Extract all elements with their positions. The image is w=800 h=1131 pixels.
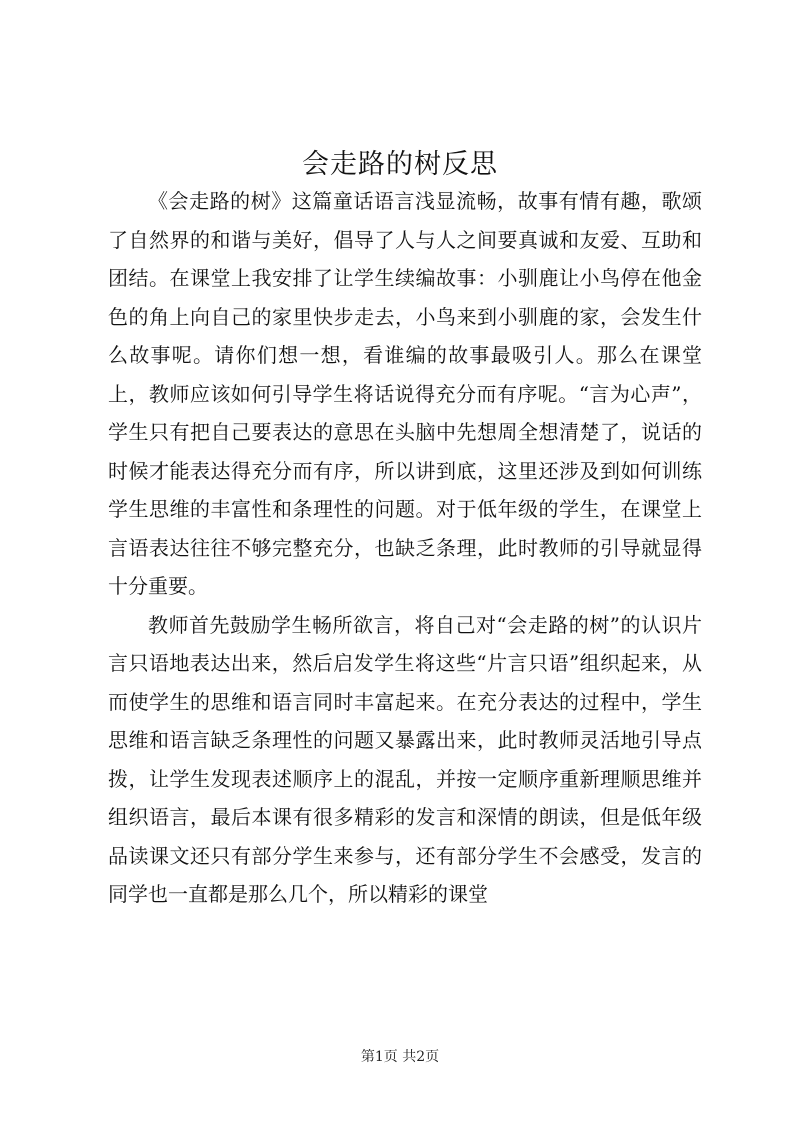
- page-title: 会走路的树反思: [302, 149, 498, 180]
- page-footer: 第1页 共2页: [360, 1049, 440, 1065]
- paragraph: 教师首先鼓励学生畅所欲言，将自己对“会走路的树”的认识片言只语地表达出来，然后启发学生将这些“片言只语”组织起来，从而使学生的思维和语言同时丰富起来。在充分表达的过程中，学生思维和语言缺乏条理性的问题又暴露出来，此时教师灵活地引导点拨，让学生发现表述顺序上的混乱，并按一定顺序重新理顺思维并组织语言，最后本课有很多精彩的发言和深情的朗读，但是低年级品读课文还只有部分学生来参与，还有部分学生不会感受，发言的同学也一直都是那么几个，所以精彩的课堂: [108, 612, 702, 906]
- document-body: [108, 182, 702, 914]
- paragraph: 《会走路的树》这篇童话语言浅显流畅，故事有情有趣，歌颂了自然界的和谐与美好，倡导了人与人之间要真诚和友爱、互助和团结。在课堂上我安排了让学生续编故事：小驯鹿让小鸟停在他金色的角上向自己的家里快步走去，小鸟来到小驯鹿的家，会发生什么故事呢。请你们想一想，看谁编的故事最吸引人。那么在课堂上，教师应该如何引导学生将话说得充分而有序呢。“言为心声”，学生只有把自己要表达的意思在头脑中先想周全想清楚了，说话的时候才能表达得充分而有序，所以讲到底，这里还涉及到如何训练学生思维的丰富性和条理性的问题。对于低年级的学生，在课堂上言语表达往往不够完整充分，也缺乏条理，此时教师的引导就显得十分重要。: [108, 189, 702, 598]
